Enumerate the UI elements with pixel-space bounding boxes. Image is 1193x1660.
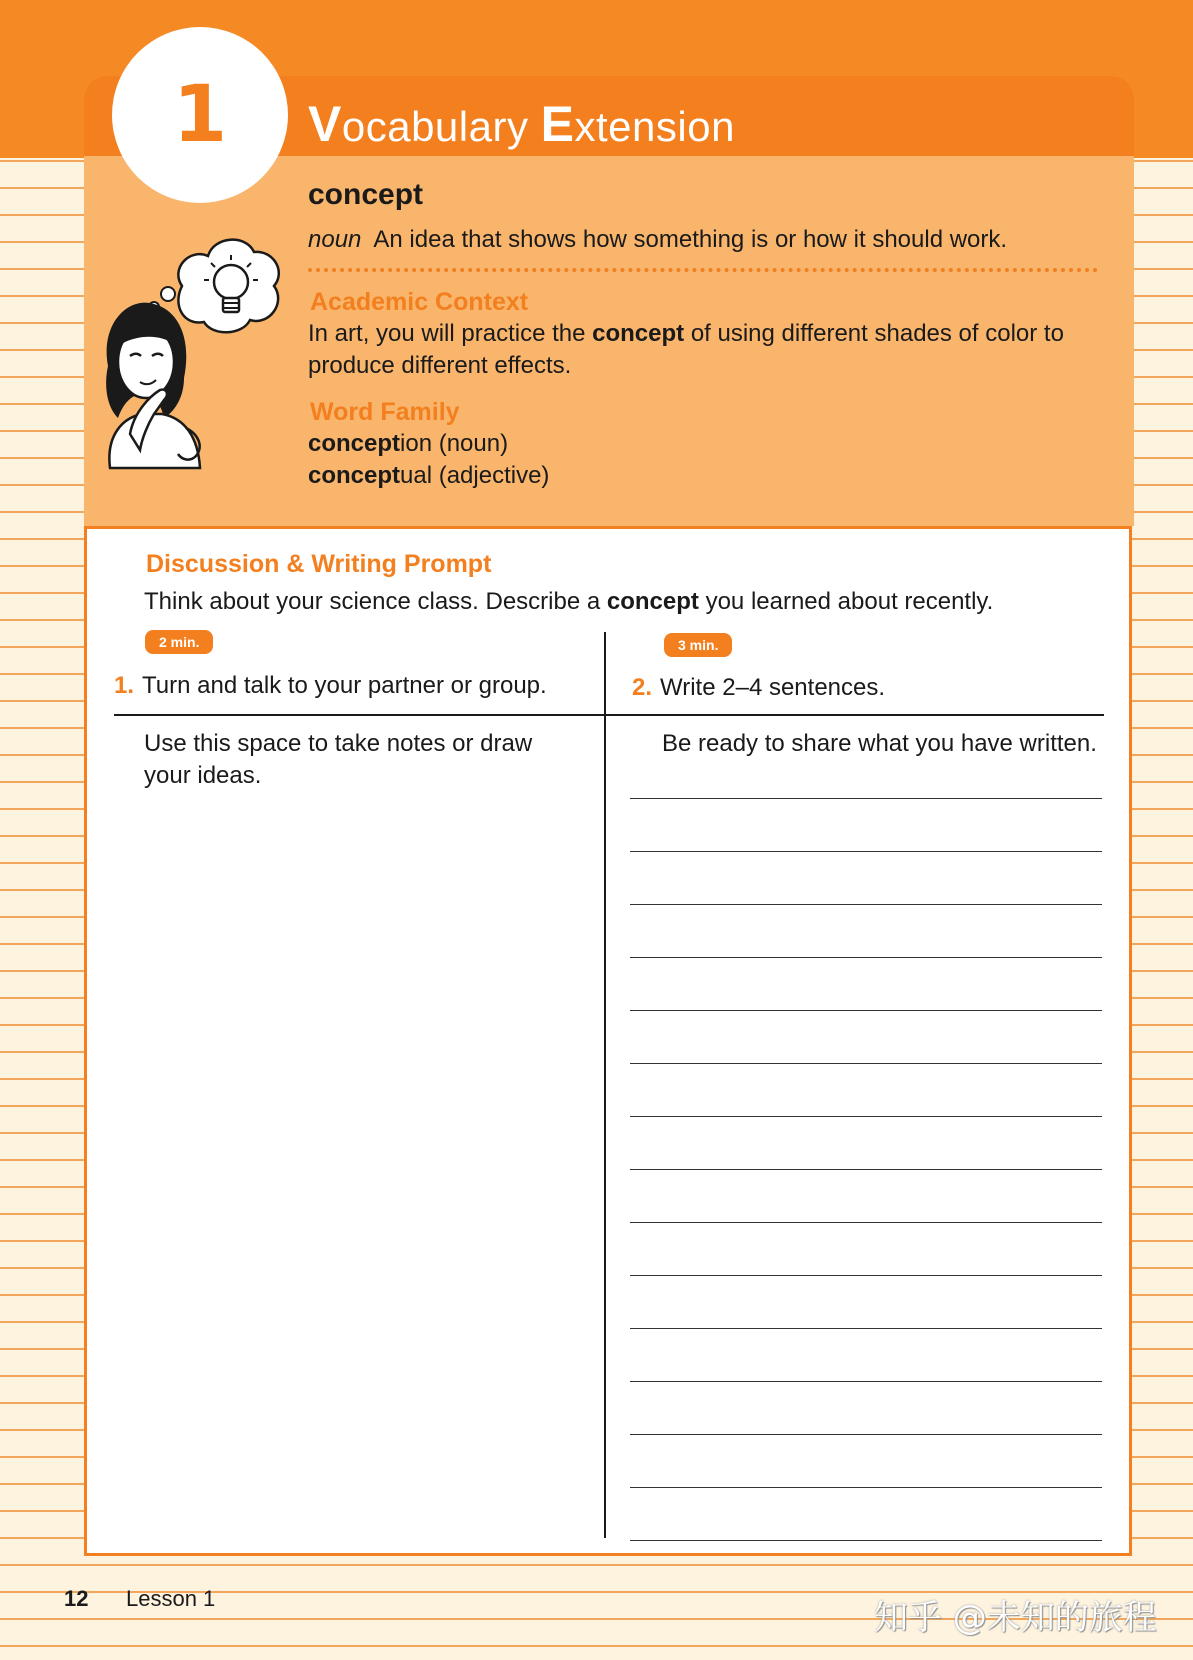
header-rule: [114, 714, 1104, 716]
definition-text: An idea that shows how something is or how it should work.: [373, 226, 1008, 253]
notes-area[interactable]: Use this space to take notes or draw your ideas.: [144, 730, 533, 789]
writing-line[interactable]: [630, 957, 1102, 958]
page-number: 12: [64, 1586, 89, 1611]
writing-line[interactable]: [630, 1381, 1102, 1382]
writing-line[interactable]: [630, 1116, 1102, 1117]
dotted-divider: [308, 268, 1098, 272]
writing-line[interactable]: [630, 1169, 1102, 1170]
section-title: [308, 95, 735, 153]
writing-line[interactable]: [630, 1222, 1102, 1223]
family-suffix: ion: [400, 430, 433, 457]
context-keyword: concept: [592, 320, 685, 347]
step-text: Turn and talk to your partner or group.: [142, 672, 547, 699]
step-number: 2.: [632, 674, 653, 701]
vocabulary-word: concept: [308, 178, 424, 211]
academic-context-heading: Academic Context: [310, 288, 529, 316]
context-end: of using different shades of color to produce different effects.: [308, 320, 1064, 379]
section-title-xtension: xtension: [574, 103, 735, 150]
writing-line[interactable]: [630, 1540, 1102, 1541]
writing-line[interactable]: [630, 1063, 1102, 1064]
writing-line[interactable]: [630, 1275, 1102, 1276]
watermark: 知乎 @未知的旅程: [874, 1598, 1157, 1638]
family-root: concept: [308, 462, 401, 489]
writing-line[interactable]: [630, 1487, 1102, 1488]
family-root: concept: [308, 430, 401, 457]
writing-line[interactable]: [630, 904, 1102, 905]
lesson-number-badge: [112, 27, 288, 203]
prompt-keyword: concept: [606, 588, 699, 615]
timer-badge: 2 min.: [145, 630, 213, 654]
prompt-end: you learned about recently.: [705, 588, 994, 615]
footer-lesson: Lesson 1: [126, 1586, 216, 1611]
step-one: [114, 672, 547, 700]
writing-line[interactable]: [630, 798, 1102, 799]
word-family-heading: Word Family: [310, 398, 460, 426]
part-of-speech: noun: [308, 226, 362, 253]
writing-line[interactable]: [630, 1010, 1102, 1011]
step-two: [632, 674, 885, 702]
thinking-girl-illustration: [100, 228, 290, 478]
timer-badge: 3 min.: [664, 633, 732, 657]
share-instruction: Be ready to share what you have written.: [662, 730, 1097, 757]
family-pos: (noun): [438, 430, 509, 457]
academic-context-text: [308, 318, 1068, 382]
context-start: In art, you will practice the: [308, 320, 586, 347]
word-family-item: [308, 430, 508, 458]
writing-line[interactable]: [630, 1328, 1102, 1329]
step-text: Write 2–4 sentences.: [660, 674, 886, 701]
prompt-start: Think about your science class. Describe a: [144, 588, 601, 615]
family-pos: (adjective): [438, 462, 550, 489]
section-title-ocabulary: ocabulary: [341, 103, 541, 150]
word-family-item: [308, 462, 549, 490]
definition: [308, 226, 1007, 254]
writing-line[interactable]: [630, 851, 1102, 852]
writing-line[interactable]: [630, 1434, 1102, 1435]
step-number: 1.: [114, 672, 135, 699]
family-suffix: ual: [400, 462, 433, 489]
prompt-text: [144, 588, 993, 616]
column-divider: [604, 632, 606, 1538]
section-title-e: E: [540, 96, 575, 152]
girl-figure: [106, 303, 200, 468]
section-title-v: V: [308, 96, 342, 152]
prompt-heading: Discussion & Writing Prompt: [146, 550, 492, 578]
lesson-number: 1: [172, 70, 228, 160]
